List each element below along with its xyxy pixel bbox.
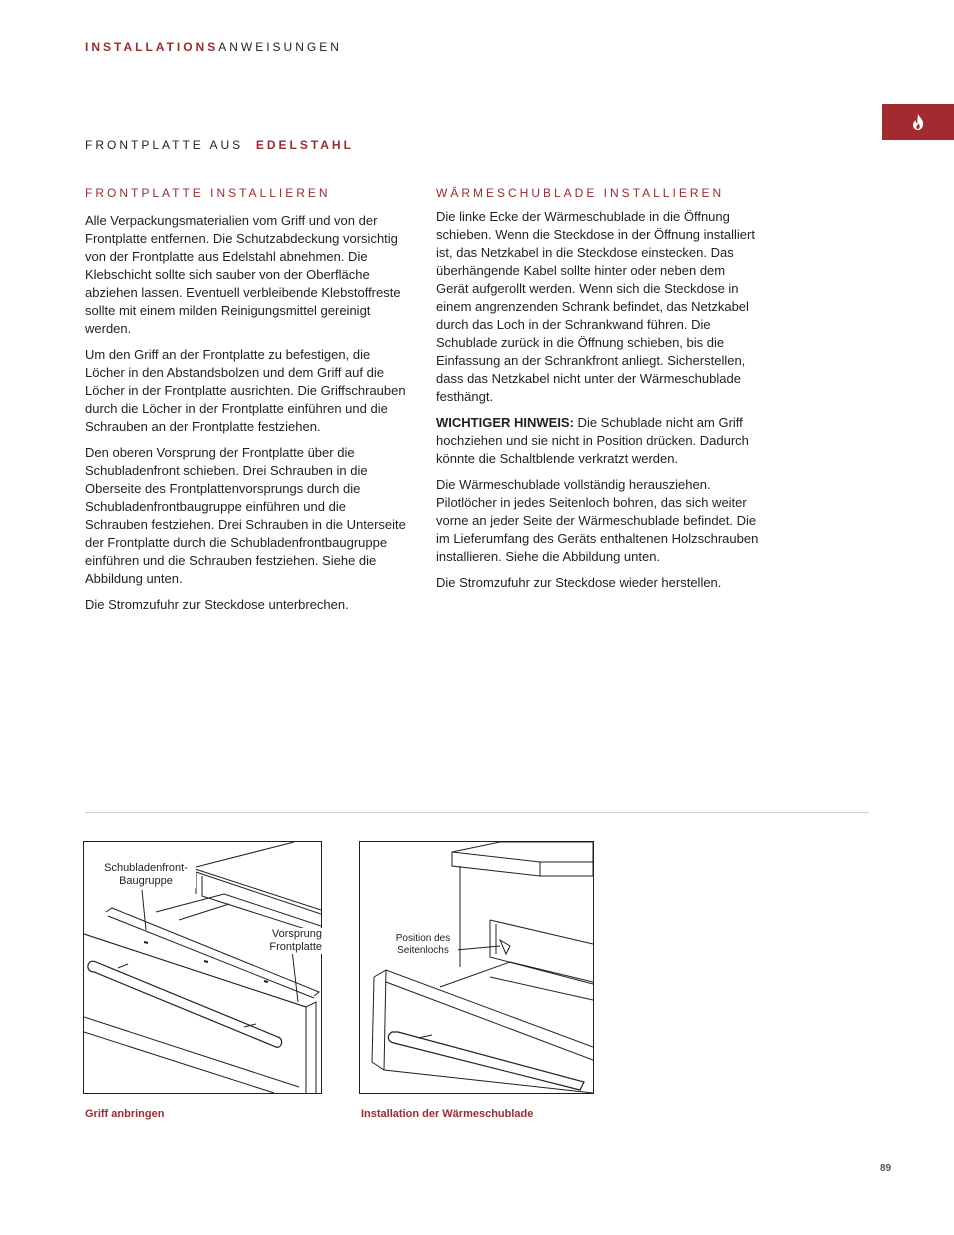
left-column (85, 186, 410, 622)
left-paragraph: Die Stromzufuhr zur Steckdose unterbrechen. (85, 597, 349, 612)
section-title (85, 138, 354, 152)
divider (85, 812, 869, 813)
left-paragraph: Den oberen Vorsprung der Frontplatte über die Schubladenfront schieben. Drei Schrauben in die Oberseite des Frontplattenvorsprungs durch die Schubladenfrontbaugruppe einführen und die Schrauben festziehen. Drei Schrauben in die Unterseite der Frontplatte durch die Schubladenfrontbaugruppe einführen und die Schrauben festziehen. Siehe die Abbildung unten. (85, 445, 406, 586)
label-drawer-front-assembly: Schubladenfront- Baugruppe (96, 862, 196, 888)
header-bold: INSTALLATIONS (85, 40, 219, 54)
flame-icon (911, 113, 925, 131)
page-header (85, 40, 342, 54)
note-label: WICHTIGER HINWEIS: (436, 415, 574, 430)
right-paragraph: Die Wärmeschublade vollständig herausziehen. Pilotlöcher in jedes Seitenloch bohren, das sich weiter vorne an jeder Seite der Wärmeschublade befindet. Die im Lieferumfang des Geräts enthaltenen Holzschrauben installieren. Siehe die Abbildung unten. (436, 477, 759, 564)
warming-drawer-illustration (360, 842, 593, 1093)
figure1-caption: Griff anbringen (85, 1108, 165, 1120)
right-column (436, 186, 761, 600)
left-paragraph: Um den Griff an der Frontplatte zu befestigen, die Löcher in den Abstandsbolzen und dem Griff auf die Löcher in der Frontplatte ausrichten. Die Griffschrauben durch die Löcher in der Frontplatte einführen und die Schrauben an der Frontplatte festziehen. (85, 347, 406, 434)
page-number: 89 (880, 1163, 892, 1174)
important-note (436, 414, 761, 468)
section-title-accent: EDELSTAHL (255, 138, 354, 152)
right-paragraph: Die linke Ecke der Wärmeschublade in die Öffnung schieben. Wenn die Steckdose in der Öffnung installiert ist, das Netzkabel in die Steckdose einstecken. Das überhängende Kabel sollte hinter oder neben dem Gerät aufgerollt werden. Wenn sich die Steckdose in einem angrenzenden Schrank befindet, das Netzkabel durch das Loch in der Schrankwand führen. Die Schublade zurück in die Öffnung schieben, bis die Einfassung an der Schrankfront anliegt. Sicherstellen, dass das Netzkabel nicht unter der Wärmeschublade festhängt. (436, 209, 755, 404)
header-light: ANWEISUNGEN (218, 40, 342, 54)
section-title-prefix: FRONTPLATTE AUS (85, 138, 244, 152)
figure-attach-handle (83, 841, 322, 1094)
left-heading: FRONTPLATTE INSTALLIEREN (85, 186, 331, 200)
right-paragraph: Die Stromzufuhr zur Steckdose wieder herstellen. (436, 575, 722, 590)
label-panel-flange: Vorsprung Frontplatte (250, 928, 322, 954)
figure-drawer-installation (359, 841, 594, 1094)
note-text: Die Schublade nicht am Griff hochziehen und sie nicht in Position drücken. Dadurch könnte die Schaltblende verkratzt werden. (436, 415, 749, 466)
section-tab (882, 104, 954, 140)
right-heading: WÄRMESCHUBLADE INSTALLIEREN (436, 186, 725, 200)
label-side-hole-position: Position des Seitenlochs (388, 933, 458, 957)
figure2-caption: Installation der Wärmeschublade (361, 1108, 534, 1120)
left-paragraph: Alle Verpackungsmaterialien vom Griff und von der Frontplatte entfernen. Die Schutzabdeckung vorsichtig von der Frontplatte aus Edelstahl abnehmen. Die Klebschicht sollte sich sauber von der Oberfläche abziehen lassen. Eventuell verbleibende Klebstoffreste sollte mit einem milden Reinigungsmittel gereinigt werden. (85, 213, 401, 336)
